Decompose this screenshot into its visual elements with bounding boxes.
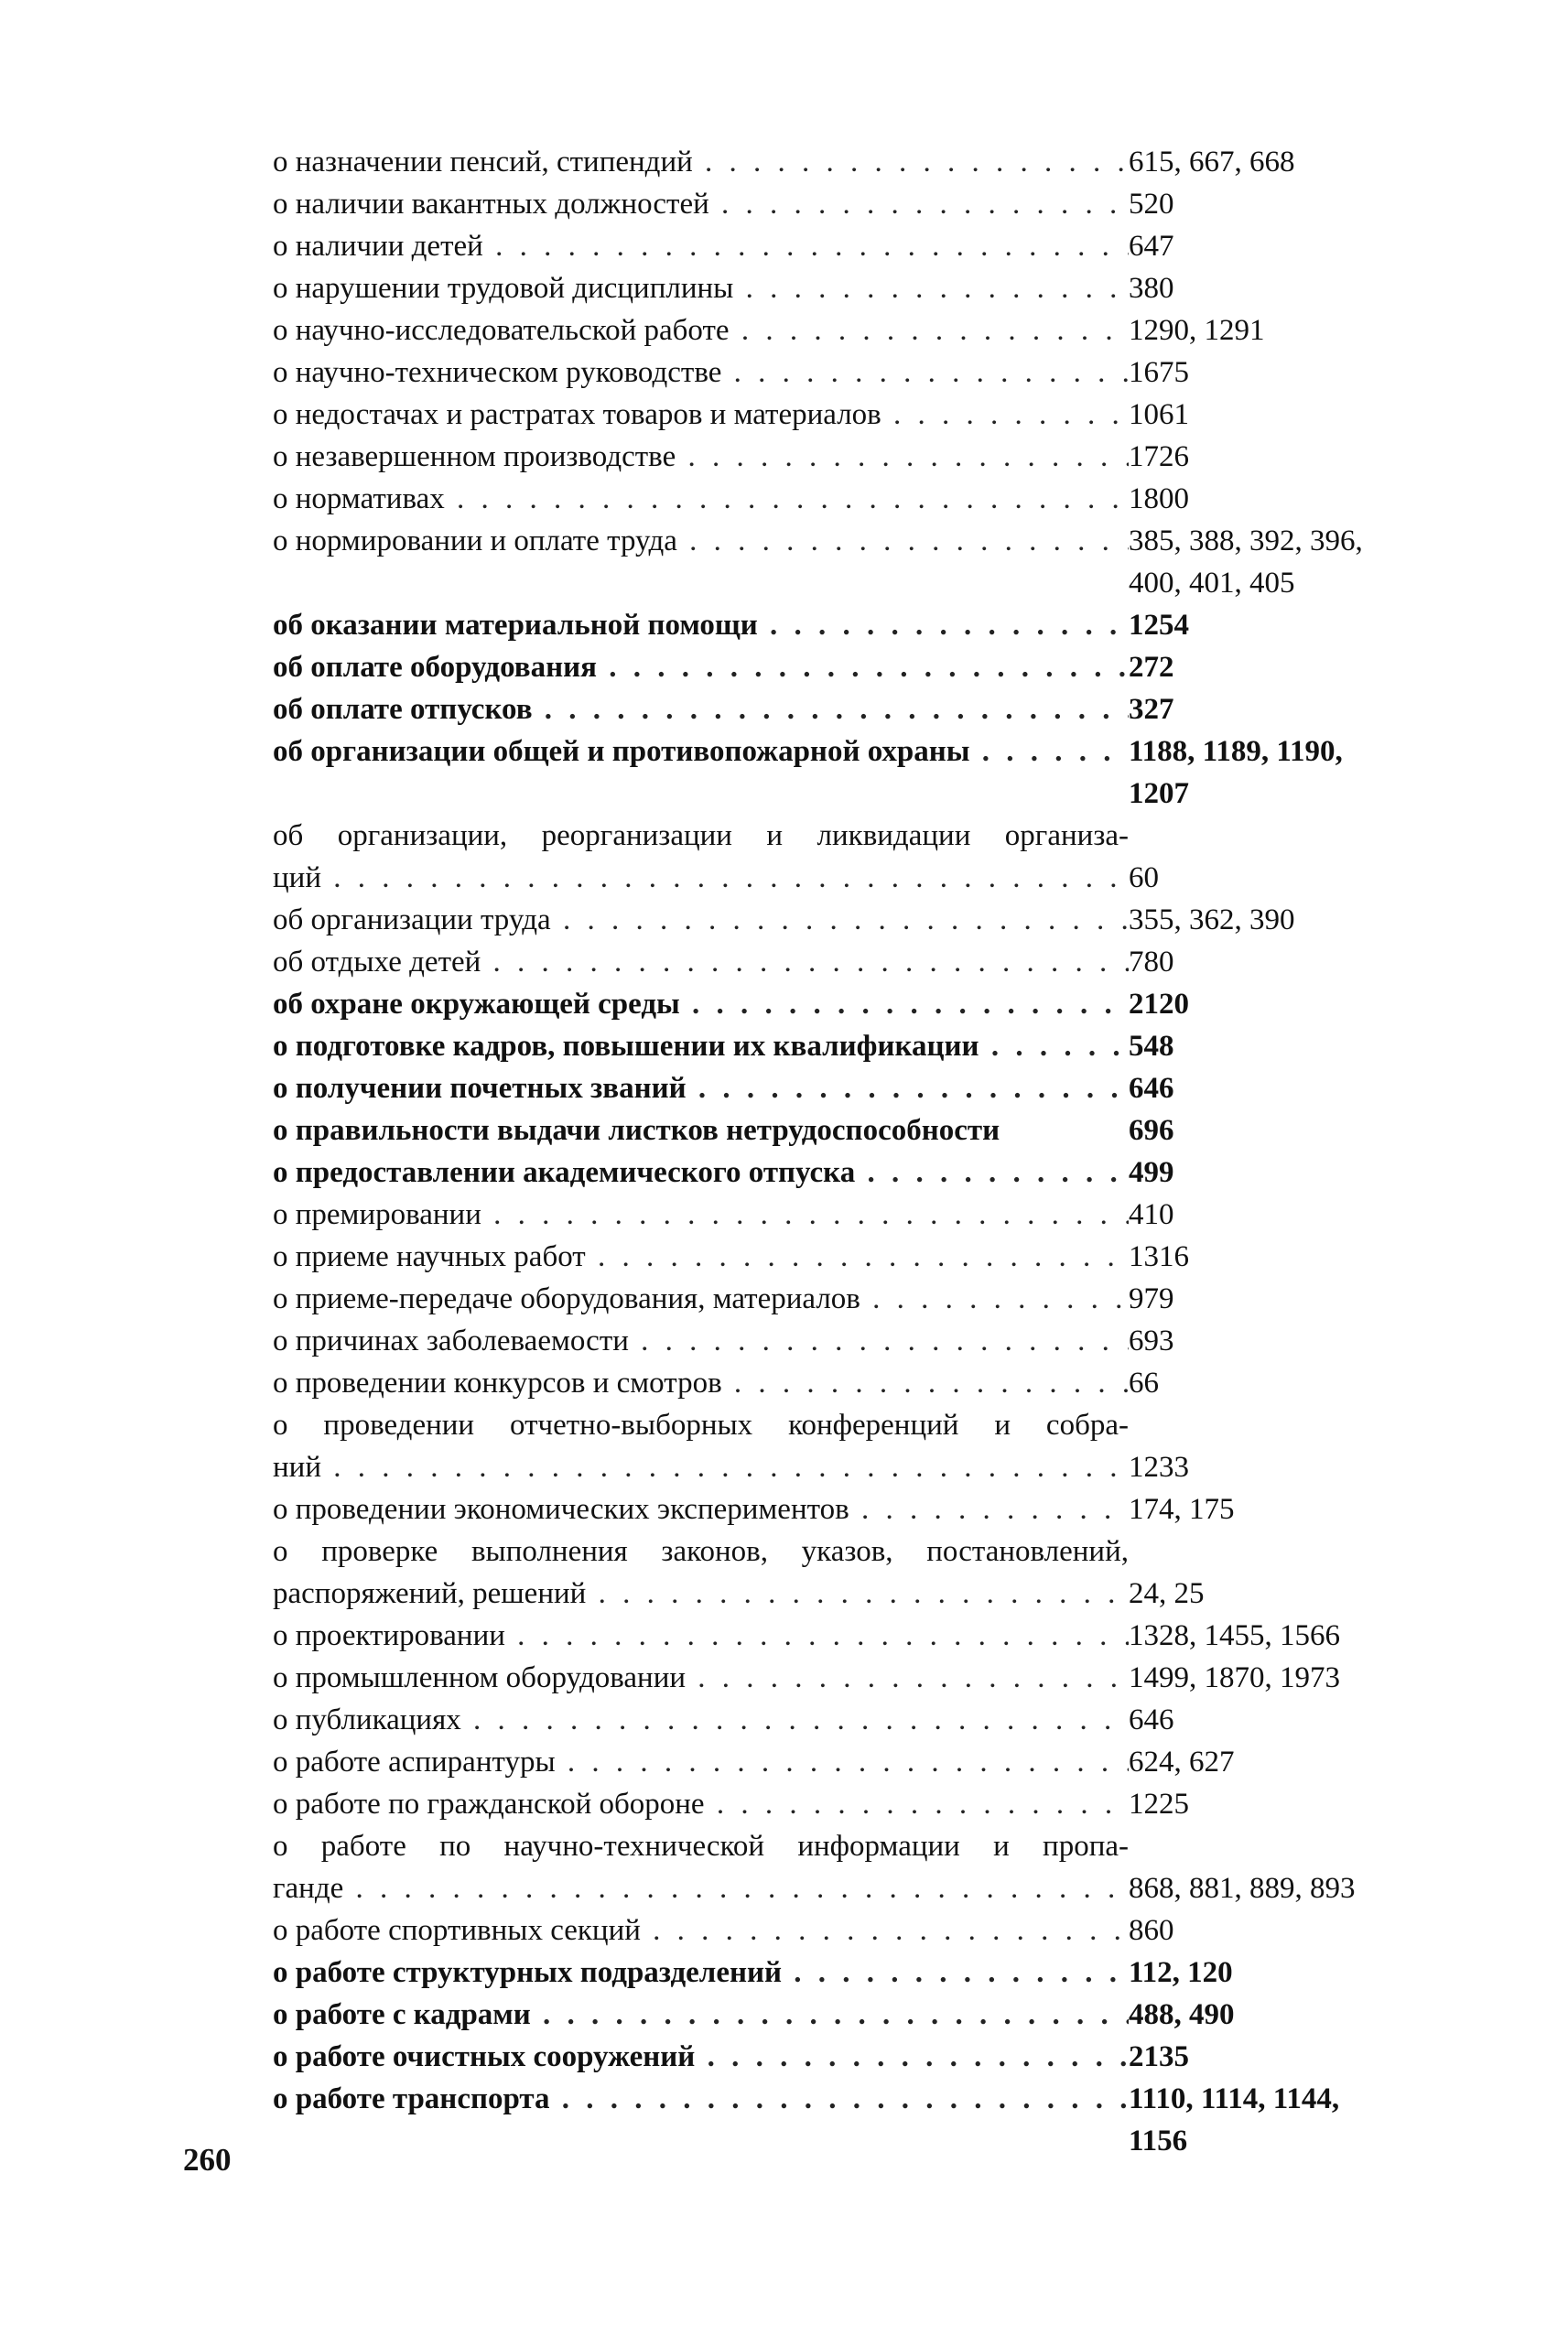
- entry-text: о назначении пенсий, стипендий . . .: [273, 141, 1129, 183]
- entry-pages: 979: [1129, 1282, 1174, 1315]
- entry-text: о премировании . . .: [273, 1194, 1129, 1236]
- index-entry: [273, 983, 1417, 1025]
- entry-pages: 646: [1129, 1072, 1174, 1105]
- index-entry: [273, 604, 1417, 646]
- index-entry: [273, 1194, 1417, 1236]
- entry-pages-continuation: 1207: [1129, 777, 1189, 810]
- entry-text: о причинах заболеваемости . . .: [273, 1320, 1129, 1362]
- page-number: 260: [183, 2142, 232, 2178]
- entry-pages: 615, 667, 668: [1129, 146, 1295, 178]
- index-entry: [273, 2078, 1417, 2162]
- entry-text: о приеме научных работ . . .: [273, 1236, 1129, 1278]
- index-entry: [273, 1615, 1417, 1657]
- entry-pages: 780: [1129, 946, 1174, 979]
- entry-pages: 380: [1129, 272, 1174, 305]
- entry-pages: 499: [1129, 1156, 1174, 1189]
- entry-pages: 1316: [1129, 1240, 1189, 1273]
- entry-text: о правильности выдачи листков нетрудоспособности: [273, 1114, 1000, 1147]
- entry-pages: 1061: [1129, 398, 1189, 431]
- entry-text: о работе по научно-технической информации и пропа-: [273, 1830, 1129, 1863]
- entry-text: о проверке выполнения законов, указов, постановлений,: [273, 1535, 1129, 1568]
- index-entry: [273, 2036, 1417, 2078]
- index-entry: [273, 1109, 1417, 1152]
- index-entry: [273, 1362, 1417, 1404]
- entry-text: об организации общей и противопожарной охраны . . .: [273, 730, 1129, 773]
- entry-text: об оплате отпусков . . .: [273, 688, 1129, 730]
- index-entry: [273, 1994, 1417, 2036]
- index-entry: [273, 183, 1417, 225]
- entry-pages: 24, 25: [1129, 1577, 1205, 1610]
- entry-pages: 647: [1129, 230, 1174, 263]
- entry-text: об оказании материальной помощи . . .: [273, 604, 1129, 646]
- index-entry: [273, 730, 1417, 815]
- index-entry: [273, 941, 1417, 983]
- index-entry: [273, 1741, 1417, 1783]
- index-entry: [273, 1657, 1417, 1699]
- entry-text: о проведении экономических экспериментов . . .: [273, 1488, 1129, 1530]
- index-entry: [273, 1530, 1417, 1615]
- entry-text: о нарушении трудовой дисциплины . . .: [273, 267, 1129, 309]
- index-entry: [273, 225, 1417, 267]
- entry-text: о научно-исследовательской работе . . .: [273, 309, 1129, 351]
- index-entry: [273, 646, 1417, 688]
- entry-pages: 112, 120: [1129, 1956, 1233, 1989]
- index-entry: [273, 688, 1417, 730]
- entry-text-continuation: ций . . .: [273, 857, 1129, 899]
- entry-pages: 696: [1129, 1114, 1174, 1147]
- entry-pages: 1188, 1189, 1190,: [1129, 735, 1343, 768]
- entry-text: о предоставлении академического отпуска . . .: [273, 1152, 1129, 1194]
- entry-pages: 488, 490: [1129, 1998, 1235, 2031]
- entry-pages: 60: [1129, 861, 1159, 894]
- entry-pages: 410: [1129, 1198, 1174, 1231]
- index-entry: [273, 1699, 1417, 1741]
- entry-text: о промышленном оборудовании . . .: [273, 1657, 1129, 1699]
- entry-pages: 1233: [1129, 1451, 1189, 1484]
- entry-text: о публикациях . . .: [273, 1699, 1129, 1741]
- entry-text: о проведении конкурсов и смотров . . .: [273, 1362, 1129, 1404]
- index-entry: [273, 141, 1417, 183]
- entry-text: об охране окружающей среды . . .: [273, 983, 1129, 1025]
- index-entry: [273, 899, 1417, 941]
- entry-pages: 1800: [1129, 482, 1189, 515]
- entry-pages: 1328, 1455, 1566: [1129, 1619, 1340, 1652]
- entry-pages: 1726: [1129, 440, 1189, 473]
- entry-pages: 646: [1129, 1703, 1174, 1736]
- entry-pages: 327: [1129, 693, 1174, 726]
- entry-pages: 624, 627: [1129, 1746, 1235, 1779]
- entry-text: о нормировании и оплате труда . . .: [273, 520, 1129, 562]
- entry-pages: 1499, 1870, 1973: [1129, 1661, 1340, 1694]
- index-entry: [273, 309, 1417, 351]
- entry-text: о работе структурных подразделений . . .: [273, 1952, 1129, 1994]
- entry-pages-continuation: 1156: [1129, 2125, 1188, 2157]
- entry-pages: 548: [1129, 1030, 1174, 1063]
- entry-pages-continuation: 400, 401, 405: [1129, 567, 1295, 600]
- entry-pages: 2120: [1129, 988, 1189, 1021]
- index-entry: [273, 1278, 1417, 1320]
- entry-text: о работе по гражданской обороне . . .: [273, 1783, 1129, 1825]
- entry-text: о наличии детей . . .: [273, 225, 1129, 267]
- index-entry: [273, 815, 1417, 899]
- entry-pages: 693: [1129, 1325, 1174, 1357]
- index-entry: [273, 478, 1417, 520]
- entry-text: о проектировании . . .: [273, 1615, 1129, 1657]
- index-entry: [273, 1404, 1417, 1488]
- entry-text: о наличии вакантных должностей . . .: [273, 183, 1129, 225]
- entry-text: о нормативах . . .: [273, 478, 1129, 520]
- entry-pages: 355, 362, 390: [1129, 903, 1295, 936]
- entry-text: о недостачах и растратах товаров и материалов . . .: [273, 394, 1129, 436]
- index-entries: [273, 141, 1417, 2162]
- index-entry: [273, 1825, 1417, 1909]
- entry-pages: 1254: [1129, 609, 1189, 642]
- index-entry: [273, 1025, 1417, 1067]
- index-entry: [273, 1152, 1417, 1194]
- entry-text: об отдыхе детей . . .: [273, 941, 1129, 983]
- index-entry: [273, 394, 1417, 436]
- entry-pages: 1290, 1291: [1129, 314, 1265, 347]
- entry-text: о получении почетных званий . . .: [273, 1067, 1129, 1109]
- entry-pages: 66: [1129, 1367, 1159, 1400]
- entry-text-continuation: распоряжений, решений . . .: [273, 1573, 1129, 1615]
- index-entry: [273, 1952, 1417, 1994]
- index-entry: [273, 520, 1417, 604]
- entry-pages: 174, 175: [1129, 1493, 1235, 1526]
- entry-text: о работе аспирантуры . . .: [273, 1741, 1129, 1783]
- entry-pages: 385, 388, 392, 396,: [1129, 524, 1363, 557]
- entry-text-continuation: ний . . .: [273, 1446, 1129, 1488]
- entry-text: об организации труда . . .: [273, 899, 1129, 941]
- entry-text: о работе транспорта . . .: [273, 2078, 1129, 2120]
- entry-pages: 1675: [1129, 356, 1189, 389]
- entry-text: о работе спортивных секций . . .: [273, 1909, 1129, 1952]
- entry-text: о незавершенном производстве . . .: [273, 436, 1129, 478]
- entry-pages: 1110, 1114, 1144,: [1129, 2082, 1340, 2115]
- entry-pages: 520: [1129, 188, 1174, 221]
- entry-text-continuation: ганде . . .: [273, 1867, 1129, 1909]
- entry-pages: 1225: [1129, 1788, 1189, 1821]
- index-entry: [273, 1320, 1417, 1362]
- index-entry: [273, 351, 1417, 394]
- entry-text: о работе очистных сооружений . . .: [273, 2036, 1129, 2078]
- entry-pages: 868, 881, 889, 893: [1129, 1872, 1356, 1905]
- index-entry: [273, 1488, 1417, 1530]
- entry-text: о проведении отчетно-выборных конференций и собра-: [273, 1409, 1129, 1442]
- index-entry: [273, 1909, 1417, 1952]
- index-entry: [273, 267, 1417, 309]
- entry-pages: 860: [1129, 1914, 1174, 1947]
- entry-text: о научно-техническом руководстве . . .: [273, 351, 1129, 394]
- entry-text: о работе с кадрами . . .: [273, 1994, 1129, 2036]
- entry-text: об организации, реорганизации и ликвидации организа-: [273, 819, 1129, 852]
- entry-text: о приеме-передаче оборудования, материалов . . .: [273, 1278, 1129, 1320]
- entry-text: о подготовке кадров, повышении их квалификации . . .: [273, 1025, 1129, 1067]
- index-entry: [273, 1236, 1417, 1278]
- entry-pages: 2135: [1129, 2040, 1189, 2073]
- entry-pages: 272: [1129, 651, 1174, 684]
- entry-text: об оплате оборудования . . .: [273, 646, 1129, 688]
- index-entry: [273, 1067, 1417, 1109]
- index-entry: [273, 1783, 1417, 1825]
- index-entry: [273, 436, 1417, 478]
